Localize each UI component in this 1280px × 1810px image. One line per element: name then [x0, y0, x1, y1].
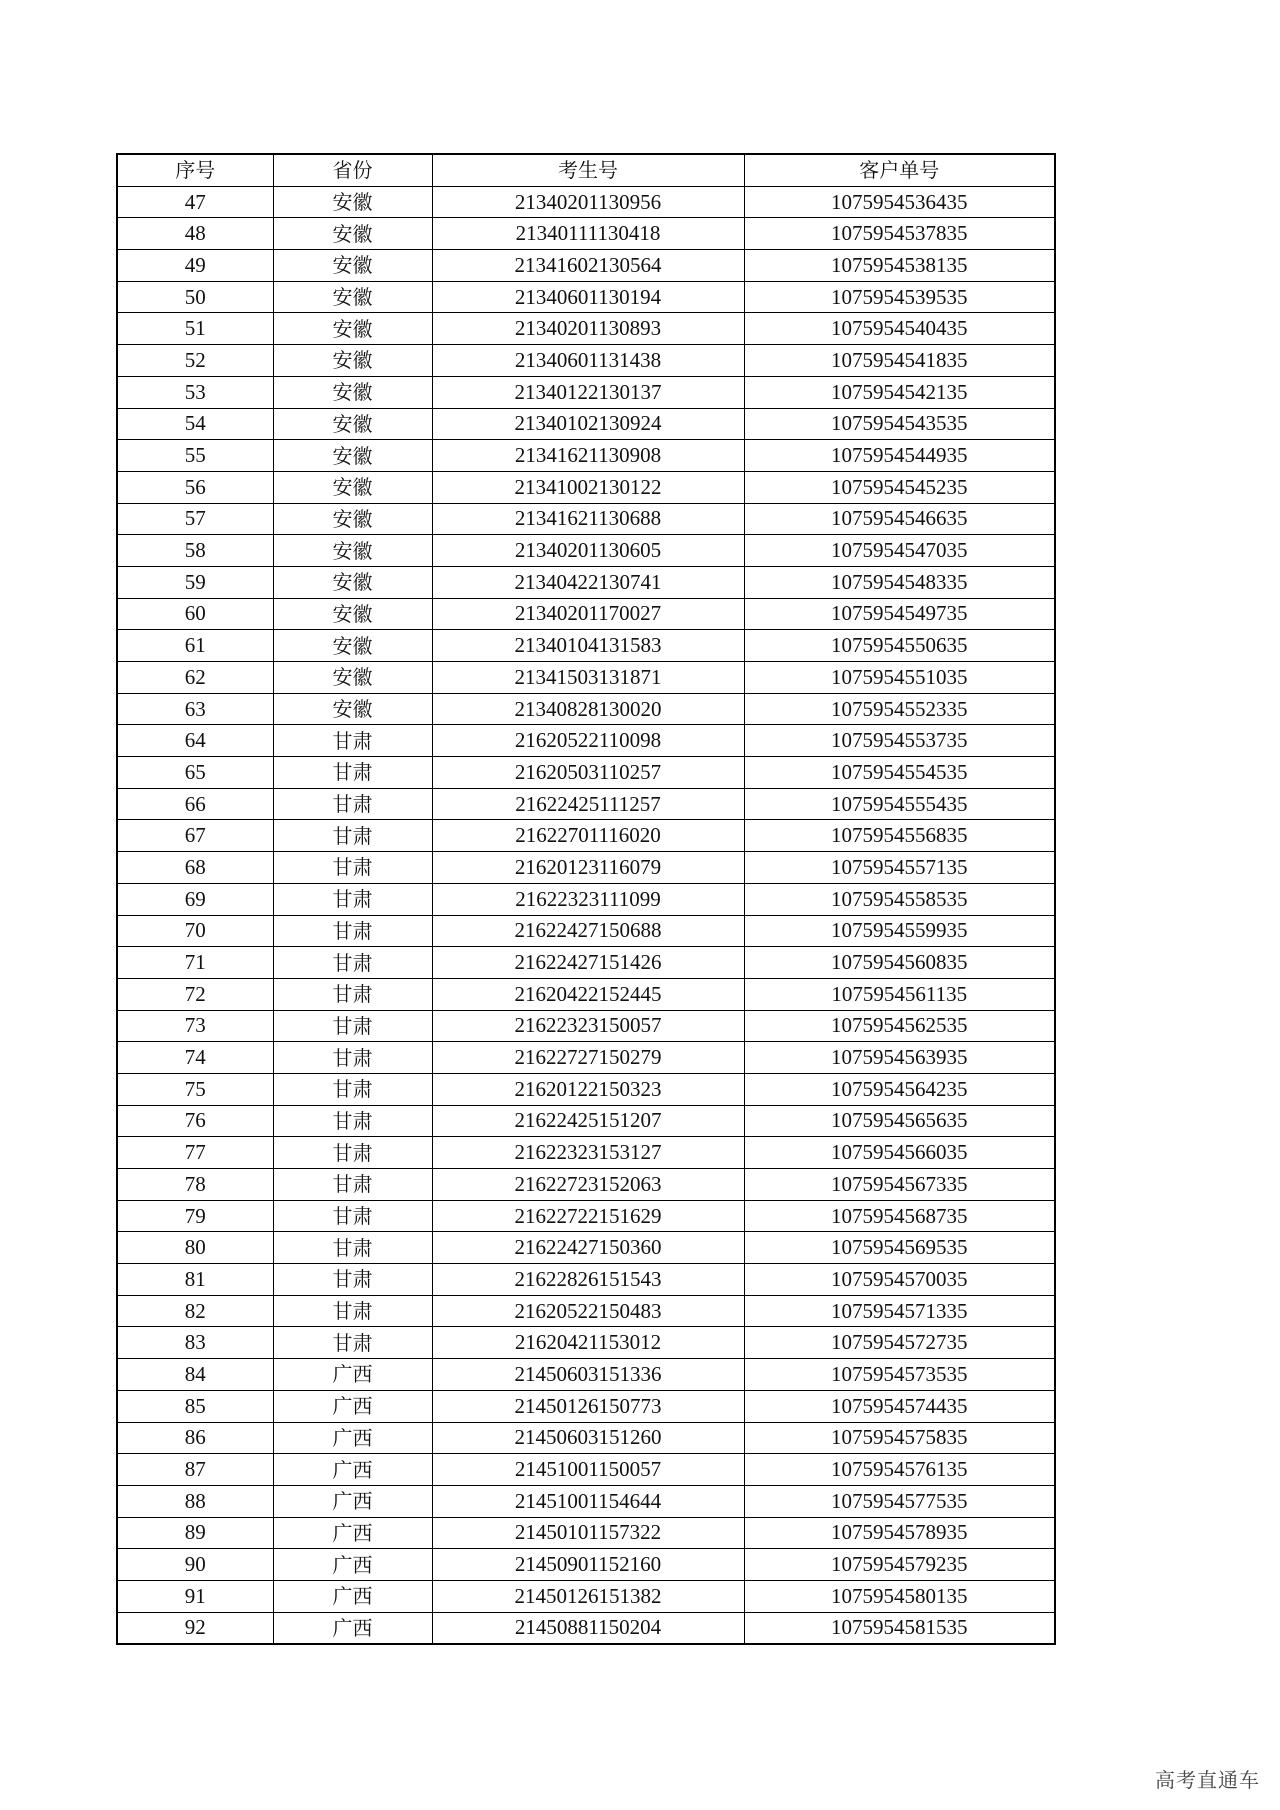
province-cell: 甘肃: [273, 788, 432, 820]
data-table-container: [116, 153, 1056, 1645]
table-row: [117, 915, 1055, 947]
serial-number-cell: 77: [117, 1137, 273, 1169]
customer-order-number-cell: 1075954557135: [744, 852, 1055, 884]
candidate-number-cell: 21340201130956: [432, 186, 744, 218]
serial-number-cell: 85: [117, 1390, 273, 1422]
serial-number-cell: 49: [117, 250, 273, 282]
province-cell: 广西: [273, 1549, 432, 1581]
candidate-number-cell: 21622323111099: [432, 883, 744, 915]
province-cell: 甘肃: [273, 1264, 432, 1296]
candidate-number-cell: 21340102130924: [432, 408, 744, 440]
serial-number-cell: 69: [117, 883, 273, 915]
table-row: [117, 186, 1055, 218]
candidate-number-cell: 21450881150204: [432, 1612, 744, 1644]
province-cell: 甘肃: [273, 883, 432, 915]
table-row: [117, 1359, 1055, 1391]
table-row: [117, 1454, 1055, 1486]
candidate-number-cell: 21620421153012: [432, 1327, 744, 1359]
customer-order-number-cell: 1075954558535: [744, 883, 1055, 915]
table-row: [117, 1105, 1055, 1137]
table-row: [117, 408, 1055, 440]
table-row: [117, 1073, 1055, 1105]
table-row: [117, 1295, 1055, 1327]
candidate-number-cell: 21620522110098: [432, 725, 744, 757]
candidate-number-cell: 21340104131583: [432, 630, 744, 662]
candidate-number-cell: 21340111130418: [432, 218, 744, 250]
customer-order-number-cell: 1075954578935: [744, 1517, 1055, 1549]
table-row: [117, 1010, 1055, 1042]
province-cell: 安徽: [273, 281, 432, 313]
customer-order-number-cell: 1075954570035: [744, 1264, 1055, 1296]
table-row: [117, 630, 1055, 662]
customer-order-number-cell: 1075954573535: [744, 1359, 1055, 1391]
table-row: [117, 725, 1055, 757]
customer-order-number-cell: 1075954554535: [744, 757, 1055, 789]
header-customer-order-number: 客户单号: [744, 154, 1055, 186]
province-cell: 甘肃: [273, 757, 432, 789]
serial-number-cell: 55: [117, 440, 273, 472]
candidate-number-cell: 21622723152063: [432, 1169, 744, 1201]
candidate-number-cell: 21341002130122: [432, 471, 744, 503]
customer-order-number-cell: 1075954556835: [744, 820, 1055, 852]
serial-number-cell: 67: [117, 820, 273, 852]
candidate-number-cell: 21341621130688: [432, 503, 744, 535]
serial-number-cell: 63: [117, 693, 273, 725]
province-cell: 甘肃: [273, 852, 432, 884]
header-row: [117, 154, 1055, 186]
customer-order-number-cell: 1075954553735: [744, 725, 1055, 757]
customer-order-number-cell: 1075954543535: [744, 408, 1055, 440]
serial-number-cell: 47: [117, 186, 273, 218]
customer-order-number-cell: 1075954539535: [744, 281, 1055, 313]
province-cell: 广西: [273, 1454, 432, 1486]
province-cell: 广西: [273, 1612, 432, 1644]
table-row: [117, 566, 1055, 598]
customer-order-number-cell: 1075954569535: [744, 1232, 1055, 1264]
serial-number-cell: 60: [117, 598, 273, 630]
header-province: 省份: [273, 154, 432, 186]
serial-number-cell: 84: [117, 1359, 273, 1391]
serial-number-cell: 89: [117, 1517, 273, 1549]
customer-order-number-cell: 1075954548335: [744, 566, 1055, 598]
customer-order-number-cell: 1075954550635: [744, 630, 1055, 662]
customer-order-number-cell: 1075954546635: [744, 503, 1055, 535]
province-cell: 甘肃: [273, 1327, 432, 1359]
province-cell: 安徽: [273, 440, 432, 472]
customer-order-number-cell: 1075954568735: [744, 1200, 1055, 1232]
table-row: [117, 1580, 1055, 1612]
serial-number-cell: 70: [117, 915, 273, 947]
serial-number-cell: 57: [117, 503, 273, 535]
province-cell: 甘肃: [273, 1295, 432, 1327]
table-row: [117, 693, 1055, 725]
candidate-number-cell: 21622727150279: [432, 1042, 744, 1074]
province-cell: 甘肃: [273, 1073, 432, 1105]
customer-order-number-cell: 1075954566035: [744, 1137, 1055, 1169]
serial-number-cell: 92: [117, 1612, 273, 1644]
province-cell: 安徽: [273, 313, 432, 345]
serial-number-cell: 75: [117, 1073, 273, 1105]
header-serial-number: 序号: [117, 154, 273, 186]
province-cell: 甘肃: [273, 1042, 432, 1074]
customer-order-number-cell: 1075954560835: [744, 947, 1055, 979]
serial-number-cell: 74: [117, 1042, 273, 1074]
candidate-number-cell: 21620123116079: [432, 852, 744, 884]
candidate-number-cell: 21620122150323: [432, 1073, 744, 1105]
serial-number-cell: 73: [117, 1010, 273, 1042]
province-cell: 甘肃: [273, 1232, 432, 1264]
province-cell: 广西: [273, 1517, 432, 1549]
serial-number-cell: 61: [117, 630, 273, 662]
province-cell: 甘肃: [273, 1010, 432, 1042]
candidate-number-cell: 21622427151426: [432, 947, 744, 979]
candidate-number-cell: 21340601130194: [432, 281, 744, 313]
province-cell: 安徽: [273, 503, 432, 535]
province-cell: 安徽: [273, 186, 432, 218]
candidate-number-cell: 21450126150773: [432, 1390, 744, 1422]
customer-order-number-cell: 1075954555435: [744, 788, 1055, 820]
customer-order-number-cell: 1075954542135: [744, 376, 1055, 408]
customer-order-number-cell: 1075954579235: [744, 1549, 1055, 1581]
serial-number-cell: 81: [117, 1264, 273, 1296]
candidate-number-cell: 21450901152160: [432, 1549, 744, 1581]
candidate-number-cell: 21622826151543: [432, 1264, 744, 1296]
customer-order-number-cell: 1075954562535: [744, 1010, 1055, 1042]
customer-order-number-cell: 1075954549735: [744, 598, 1055, 630]
table-row: [117, 883, 1055, 915]
customer-order-number-cell: 1075954541835: [744, 345, 1055, 377]
serial-number-cell: 66: [117, 788, 273, 820]
province-cell: 安徽: [273, 662, 432, 694]
candidate-number-cell: 21450126151382: [432, 1580, 744, 1612]
table-row: [117, 218, 1055, 250]
province-cell: 广西: [273, 1359, 432, 1391]
province-cell: 安徽: [273, 693, 432, 725]
customer-order-number-cell: 1075954540435: [744, 313, 1055, 345]
province-cell: 安徽: [273, 376, 432, 408]
customer-order-number-cell: 1075954572735: [744, 1327, 1055, 1359]
candidate-number-cell: 21340122130137: [432, 376, 744, 408]
customer-order-number-cell: 1075954580135: [744, 1580, 1055, 1612]
province-cell: 甘肃: [273, 820, 432, 852]
province-cell: 广西: [273, 1422, 432, 1454]
table-row: [117, 250, 1055, 282]
serial-number-cell: 68: [117, 852, 273, 884]
serial-number-cell: 51: [117, 313, 273, 345]
customer-order-number-cell: 1075954551035: [744, 662, 1055, 694]
serial-number-cell: 82: [117, 1295, 273, 1327]
candidate-number-cell: 21340201130893: [432, 313, 744, 345]
table-row: [117, 1264, 1055, 1296]
table-row: [117, 1422, 1055, 1454]
table-row: [117, 1327, 1055, 1359]
table-row: [117, 440, 1055, 472]
candidate-number-cell: 21622425151207: [432, 1105, 744, 1137]
serial-number-cell: 87: [117, 1454, 273, 1486]
province-cell: 安徽: [273, 250, 432, 282]
serial-number-cell: 90: [117, 1549, 273, 1581]
province-cell: 安徽: [273, 408, 432, 440]
serial-number-cell: 83: [117, 1327, 273, 1359]
serial-number-cell: 59: [117, 566, 273, 598]
table-row: [117, 947, 1055, 979]
province-cell: 安徽: [273, 471, 432, 503]
table-header: [117, 154, 1055, 186]
serial-number-cell: 65: [117, 757, 273, 789]
customer-order-number-cell: 1075954559935: [744, 915, 1055, 947]
table-body: [117, 186, 1055, 1644]
header-candidate-number: 考生号: [432, 154, 744, 186]
serial-number-cell: 78: [117, 1169, 273, 1201]
table-row: [117, 1200, 1055, 1232]
customer-order-number-cell: 1075954547035: [744, 535, 1055, 567]
table-row: [117, 1232, 1055, 1264]
serial-number-cell: 56: [117, 471, 273, 503]
customer-order-number-cell: 1075954574435: [744, 1390, 1055, 1422]
table-row: [117, 1137, 1055, 1169]
province-cell: 安徽: [273, 535, 432, 567]
serial-number-cell: 50: [117, 281, 273, 313]
province-cell: 甘肃: [273, 1137, 432, 1169]
candidate-number-cell: 21622722151629: [432, 1200, 744, 1232]
table-row: [117, 503, 1055, 535]
table-row: [117, 852, 1055, 884]
province-cell: 甘肃: [273, 915, 432, 947]
table-row: [117, 1549, 1055, 1581]
customer-order-number-cell: 1075954577535: [744, 1485, 1055, 1517]
customer-order-number-cell: 1075954536435: [744, 186, 1055, 218]
table-row: [117, 1485, 1055, 1517]
table-row: [117, 1042, 1055, 1074]
candidate-number-cell: 21622427150688: [432, 915, 744, 947]
candidate-number-cell: 21620422152445: [432, 978, 744, 1010]
table-row: [117, 788, 1055, 820]
candidate-number-cell: 21340201130605: [432, 535, 744, 567]
candidate-number-cell: 21620503110257: [432, 757, 744, 789]
candidate-number-cell: 21451001150057: [432, 1454, 744, 1486]
table-row: [117, 1169, 1055, 1201]
customer-order-number-cell: 1075954538135: [744, 250, 1055, 282]
customer-order-number-cell: 1075954544935: [744, 440, 1055, 472]
customer-order-number-cell: 1075954564235: [744, 1073, 1055, 1105]
candidate-number-cell: 21450603151260: [432, 1422, 744, 1454]
serial-number-cell: 79: [117, 1200, 273, 1232]
customer-order-number-cell: 1075954561135: [744, 978, 1055, 1010]
candidate-number-cell: 21340601131438: [432, 345, 744, 377]
province-cell: 甘肃: [273, 947, 432, 979]
candidate-number-cell: 21340422130741: [432, 566, 744, 598]
province-cell: 安徽: [273, 345, 432, 377]
serial-number-cell: 71: [117, 947, 273, 979]
province-cell: 安徽: [273, 598, 432, 630]
table-row: [117, 376, 1055, 408]
serial-number-cell: 80: [117, 1232, 273, 1264]
candidate-number-cell: 21622701116020: [432, 820, 744, 852]
table-row: [117, 1517, 1055, 1549]
watermark-text: 高考直通车: [1155, 1768, 1260, 1792]
candidate-number-cell: 21341602130564: [432, 250, 744, 282]
serial-number-cell: 91: [117, 1580, 273, 1612]
candidate-number-cell: 21622323150057: [432, 1010, 744, 1042]
province-cell: 甘肃: [273, 1169, 432, 1201]
candidate-number-cell: 21340201170027: [432, 598, 744, 630]
serial-number-cell: 52: [117, 345, 273, 377]
serial-number-cell: 72: [117, 978, 273, 1010]
customer-order-number-cell: 1075954575835: [744, 1422, 1055, 1454]
serial-number-cell: 62: [117, 662, 273, 694]
candidate-number-cell: 21622427150360: [432, 1232, 744, 1264]
customer-order-number-cell: 1075954567335: [744, 1169, 1055, 1201]
candidate-number-cell: 21341503131871: [432, 662, 744, 694]
table-row: [117, 1390, 1055, 1422]
table-row: [117, 598, 1055, 630]
customer-order-number-cell: 1075954581535: [744, 1612, 1055, 1644]
table-row: [117, 757, 1055, 789]
province-cell: 甘肃: [273, 1105, 432, 1137]
table-row: [117, 471, 1055, 503]
table-row: [117, 313, 1055, 345]
customer-order-number-cell: 1075954545235: [744, 471, 1055, 503]
table-row: [117, 662, 1055, 694]
province-cell: 安徽: [273, 630, 432, 662]
province-cell: 甘肃: [273, 1200, 432, 1232]
candidate-number-cell: 21620522150483: [432, 1295, 744, 1327]
serial-number-cell: 88: [117, 1485, 273, 1517]
serial-number-cell: 53: [117, 376, 273, 408]
customer-order-number-cell: 1075954552335: [744, 693, 1055, 725]
customer-order-number-cell: 1075954571335: [744, 1295, 1055, 1327]
table-row: [117, 978, 1055, 1010]
candidate-table: [116, 153, 1056, 1645]
candidate-number-cell: 21622425111257: [432, 788, 744, 820]
customer-order-number-cell: 1075954537835: [744, 218, 1055, 250]
serial-number-cell: 76: [117, 1105, 273, 1137]
province-cell: 甘肃: [273, 725, 432, 757]
table-row: [117, 820, 1055, 852]
serial-number-cell: 86: [117, 1422, 273, 1454]
candidate-number-cell: 21341621130908: [432, 440, 744, 472]
candidate-number-cell: 21450101157322: [432, 1517, 744, 1549]
serial-number-cell: 54: [117, 408, 273, 440]
province-cell: 甘肃: [273, 978, 432, 1010]
customer-order-number-cell: 1075954576135: [744, 1454, 1055, 1486]
candidate-number-cell: 21451001154644: [432, 1485, 744, 1517]
province-cell: 安徽: [273, 566, 432, 598]
candidate-number-cell: 21450603151336: [432, 1359, 744, 1391]
serial-number-cell: 64: [117, 725, 273, 757]
province-cell: 安徽: [273, 218, 432, 250]
candidate-number-cell: 21340828130020: [432, 693, 744, 725]
candidate-number-cell: 21622323153127: [432, 1137, 744, 1169]
serial-number-cell: 48: [117, 218, 273, 250]
province-cell: 广西: [273, 1580, 432, 1612]
customer-order-number-cell: 1075954565635: [744, 1105, 1055, 1137]
customer-order-number-cell: 1075954563935: [744, 1042, 1055, 1074]
table-row: [117, 345, 1055, 377]
province-cell: 广西: [273, 1390, 432, 1422]
table-row: [117, 281, 1055, 313]
table-row: [117, 535, 1055, 567]
table-row: [117, 1612, 1055, 1644]
serial-number-cell: 58: [117, 535, 273, 567]
province-cell: 广西: [273, 1485, 432, 1517]
